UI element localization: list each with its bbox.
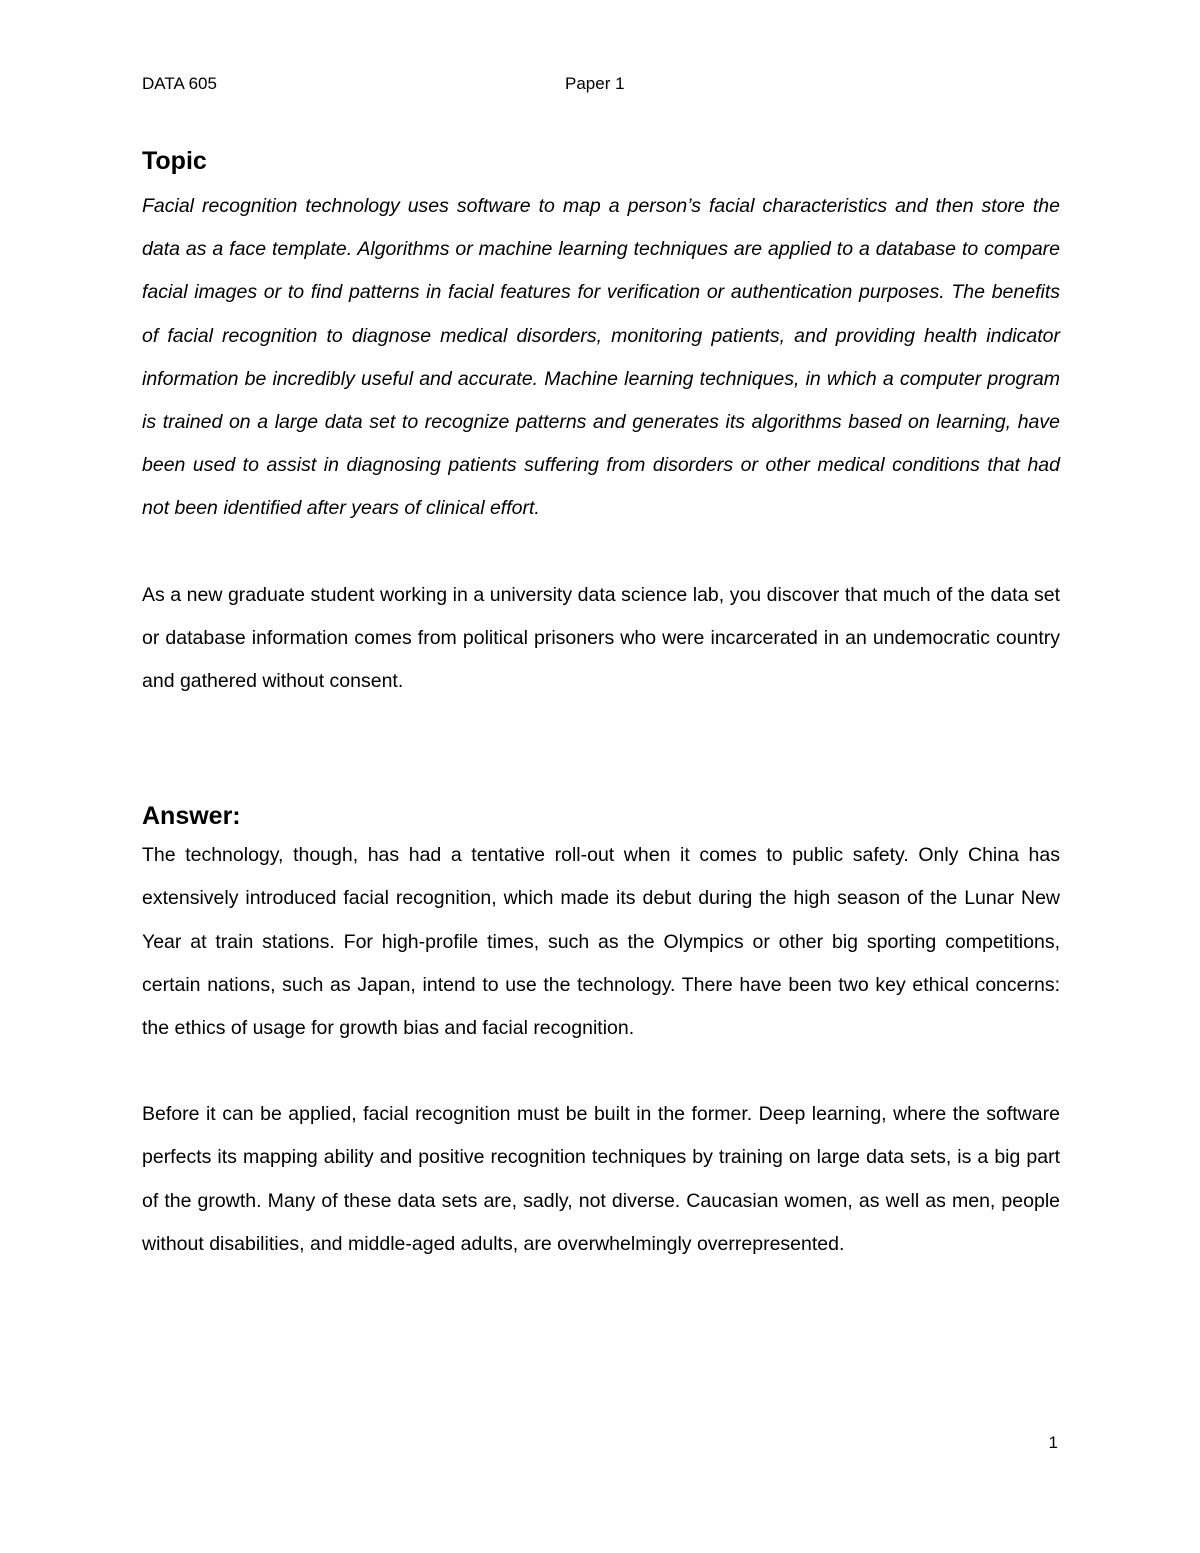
answer-paragraph-2: Before it can be applied, facial recognition must be built in the former. Deep learning, where the software perfects its mapping ability and positive recognition techniques by training on large data sets, is a big part of the growth. Many of these data sets are, sadly, not diverse. Caucasian women, as well as men, people without disabilities, and middle-aged adults, are overwhelmingly overrepresented. (142, 1103, 1060, 1255)
header-course: DATA 605 (142, 74, 217, 93)
spacer (142, 703, 1060, 798)
answer-paragraph-1: The technology, though, has had a tentative roll-out when it comes to public safety. Only China has extensively introduced facial recognition, which made its debut during the high season of the Lunar New Year at train stations. For high-profile times, such as the Olympics or other big sporting competitions, certain nations, such as Japan, intend to use the technology. There have been two key ethical concerns: the ethics of usage for growth bias and facial recognition. (142, 844, 1060, 1040)
document-body (142, 143, 1060, 1266)
page-header (142, 74, 1060, 100)
spacer (142, 531, 1060, 574)
answer-heading: Answer: (142, 802, 241, 831)
spacer (142, 1050, 1060, 1093)
page-number: 1 (1048, 1433, 1058, 1452)
header-paper-title: Paper 1 (565, 74, 625, 93)
topic-paragraph: Facial recognition technology uses software to map a person’s facial characteristics and then store the data as a face template. Algorithms or machine learning techniques are applied to a database to compare facial images or to find patterns in facial features for verification or authentication purposes. The benefits of facial recognition to diagnose medical disorders, monitoring patients, and providing health indicator information be incredibly useful and accurate. Machine learning techniques, in which a computer program is trained on a large data set to recognize patterns and generates its algorithms based on learning, have been used to assist in diagnosing patients suffering from disorders or other medical conditions that had not been identified after years of clinical effort. (142, 195, 1060, 520)
topic-heading: Topic (142, 147, 207, 175)
scenario-paragraph: As a new graduate student working in a university data science lab, you discover that much of the data set or database information comes from political prisoners who were incarcerated in an undemocratic country and gathered without consent. (142, 583, 1060, 693)
